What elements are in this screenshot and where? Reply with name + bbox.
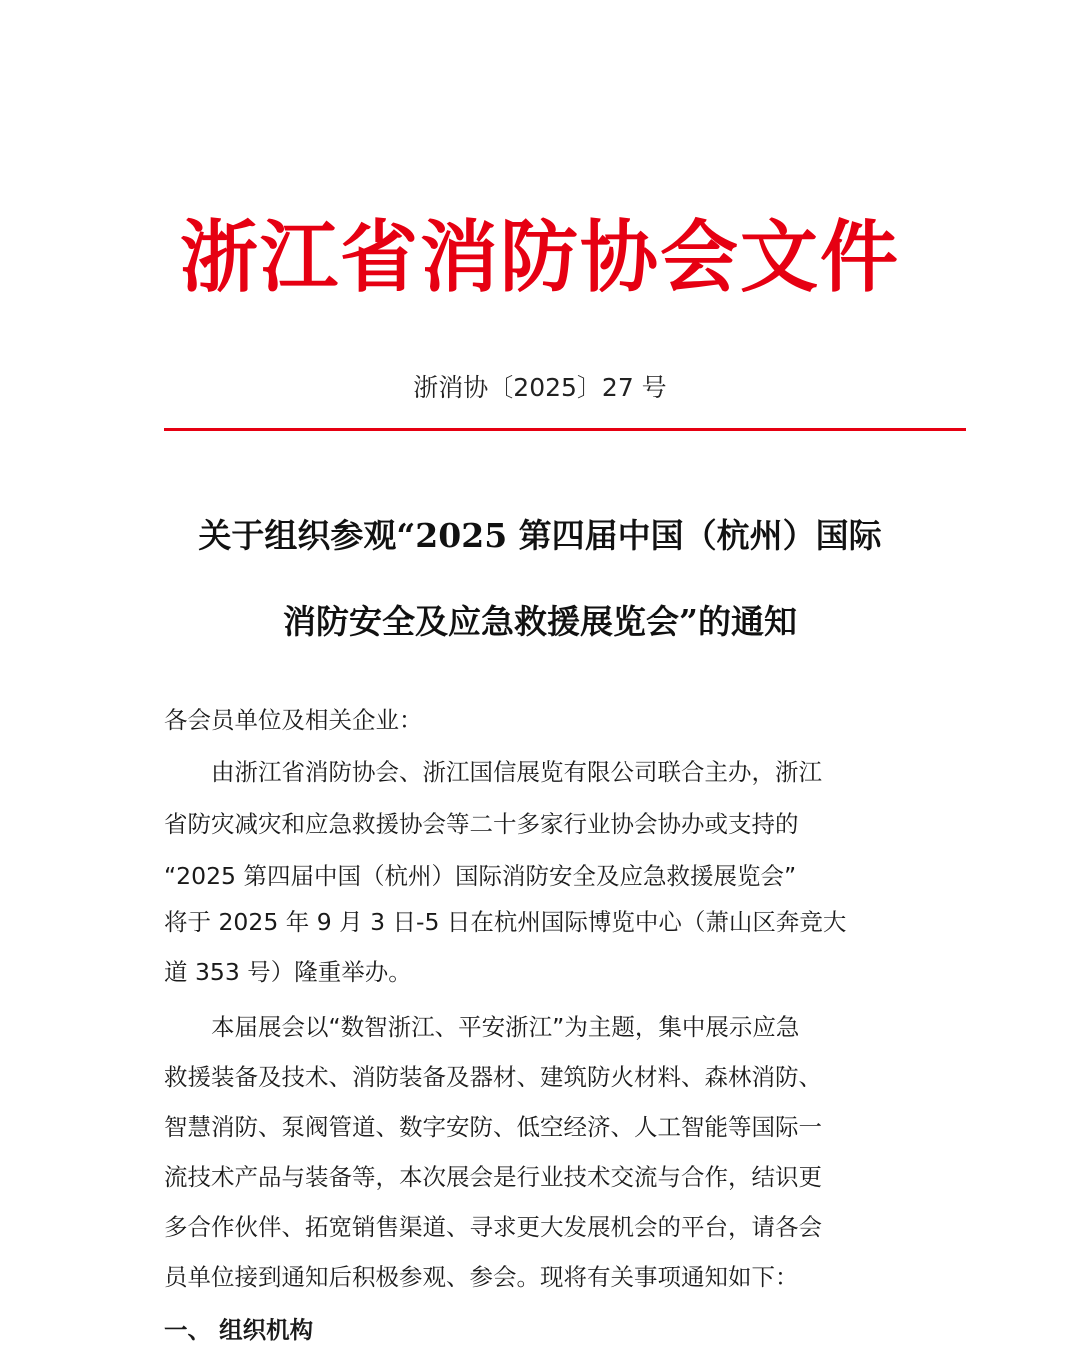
paragraph-1-line: 省防灾减灾和应急救援协会等二十多家行业协会协办或支持的	[164, 810, 799, 838]
paragraph-2-line: 本届展会以“数智浙江、平安浙江”为主题，集中展示应急	[164, 1013, 800, 1041]
notice-title-line-1: 关于组织参观“2025 第四届中国（杭州）国际	[198, 516, 882, 555]
paragraph-1-line: 道 353 号）隆重举办。	[164, 958, 412, 986]
paragraph-2-line: 多合作伙伴、拓宽销售渠道、寻求更大发展机会的平台，请各会	[164, 1213, 822, 1241]
issuer-header-title: 浙江省消防协会文件	[179, 212, 900, 303]
paragraph-1-line: 由浙江省消防协会、浙江国信展览有限公司联合主办，浙江	[164, 758, 822, 786]
red-divider-line	[164, 428, 966, 431]
paragraph-2-line: 流技术产品与装备等，本次展会是行业技术交流与合作，结识更	[164, 1163, 822, 1191]
paragraph-1-line: “2025 第四届中国（杭州）国际消防安全及应急救援展览会”	[164, 862, 797, 890]
notice-title-line-2: 消防安全及应急救援展览会”的通知	[283, 602, 797, 641]
paragraph-2-line: 智慧消防、泵阀管道、数字安防、低空经济、人工智能等国际一	[164, 1113, 822, 1141]
paragraph-2-line: 救援装备及技术、消防装备及器材、建筑防火材料、森林消防、	[164, 1063, 822, 1091]
paragraph-2-line: 员单位接到通知后积极参观、参会。现将有关事项通知如下：	[164, 1263, 799, 1291]
section-heading-1: 一、 组织机构	[164, 1316, 314, 1344]
document-number: 浙消协〔2025〕27 号	[413, 373, 667, 402]
salutation: 各会员单位及相关企业：	[164, 706, 423, 734]
paragraph-1-line: 将于 2025 年 9 月 3 日-5 日在杭州国际博览中心（萧山区奔竞大	[164, 908, 847, 936]
